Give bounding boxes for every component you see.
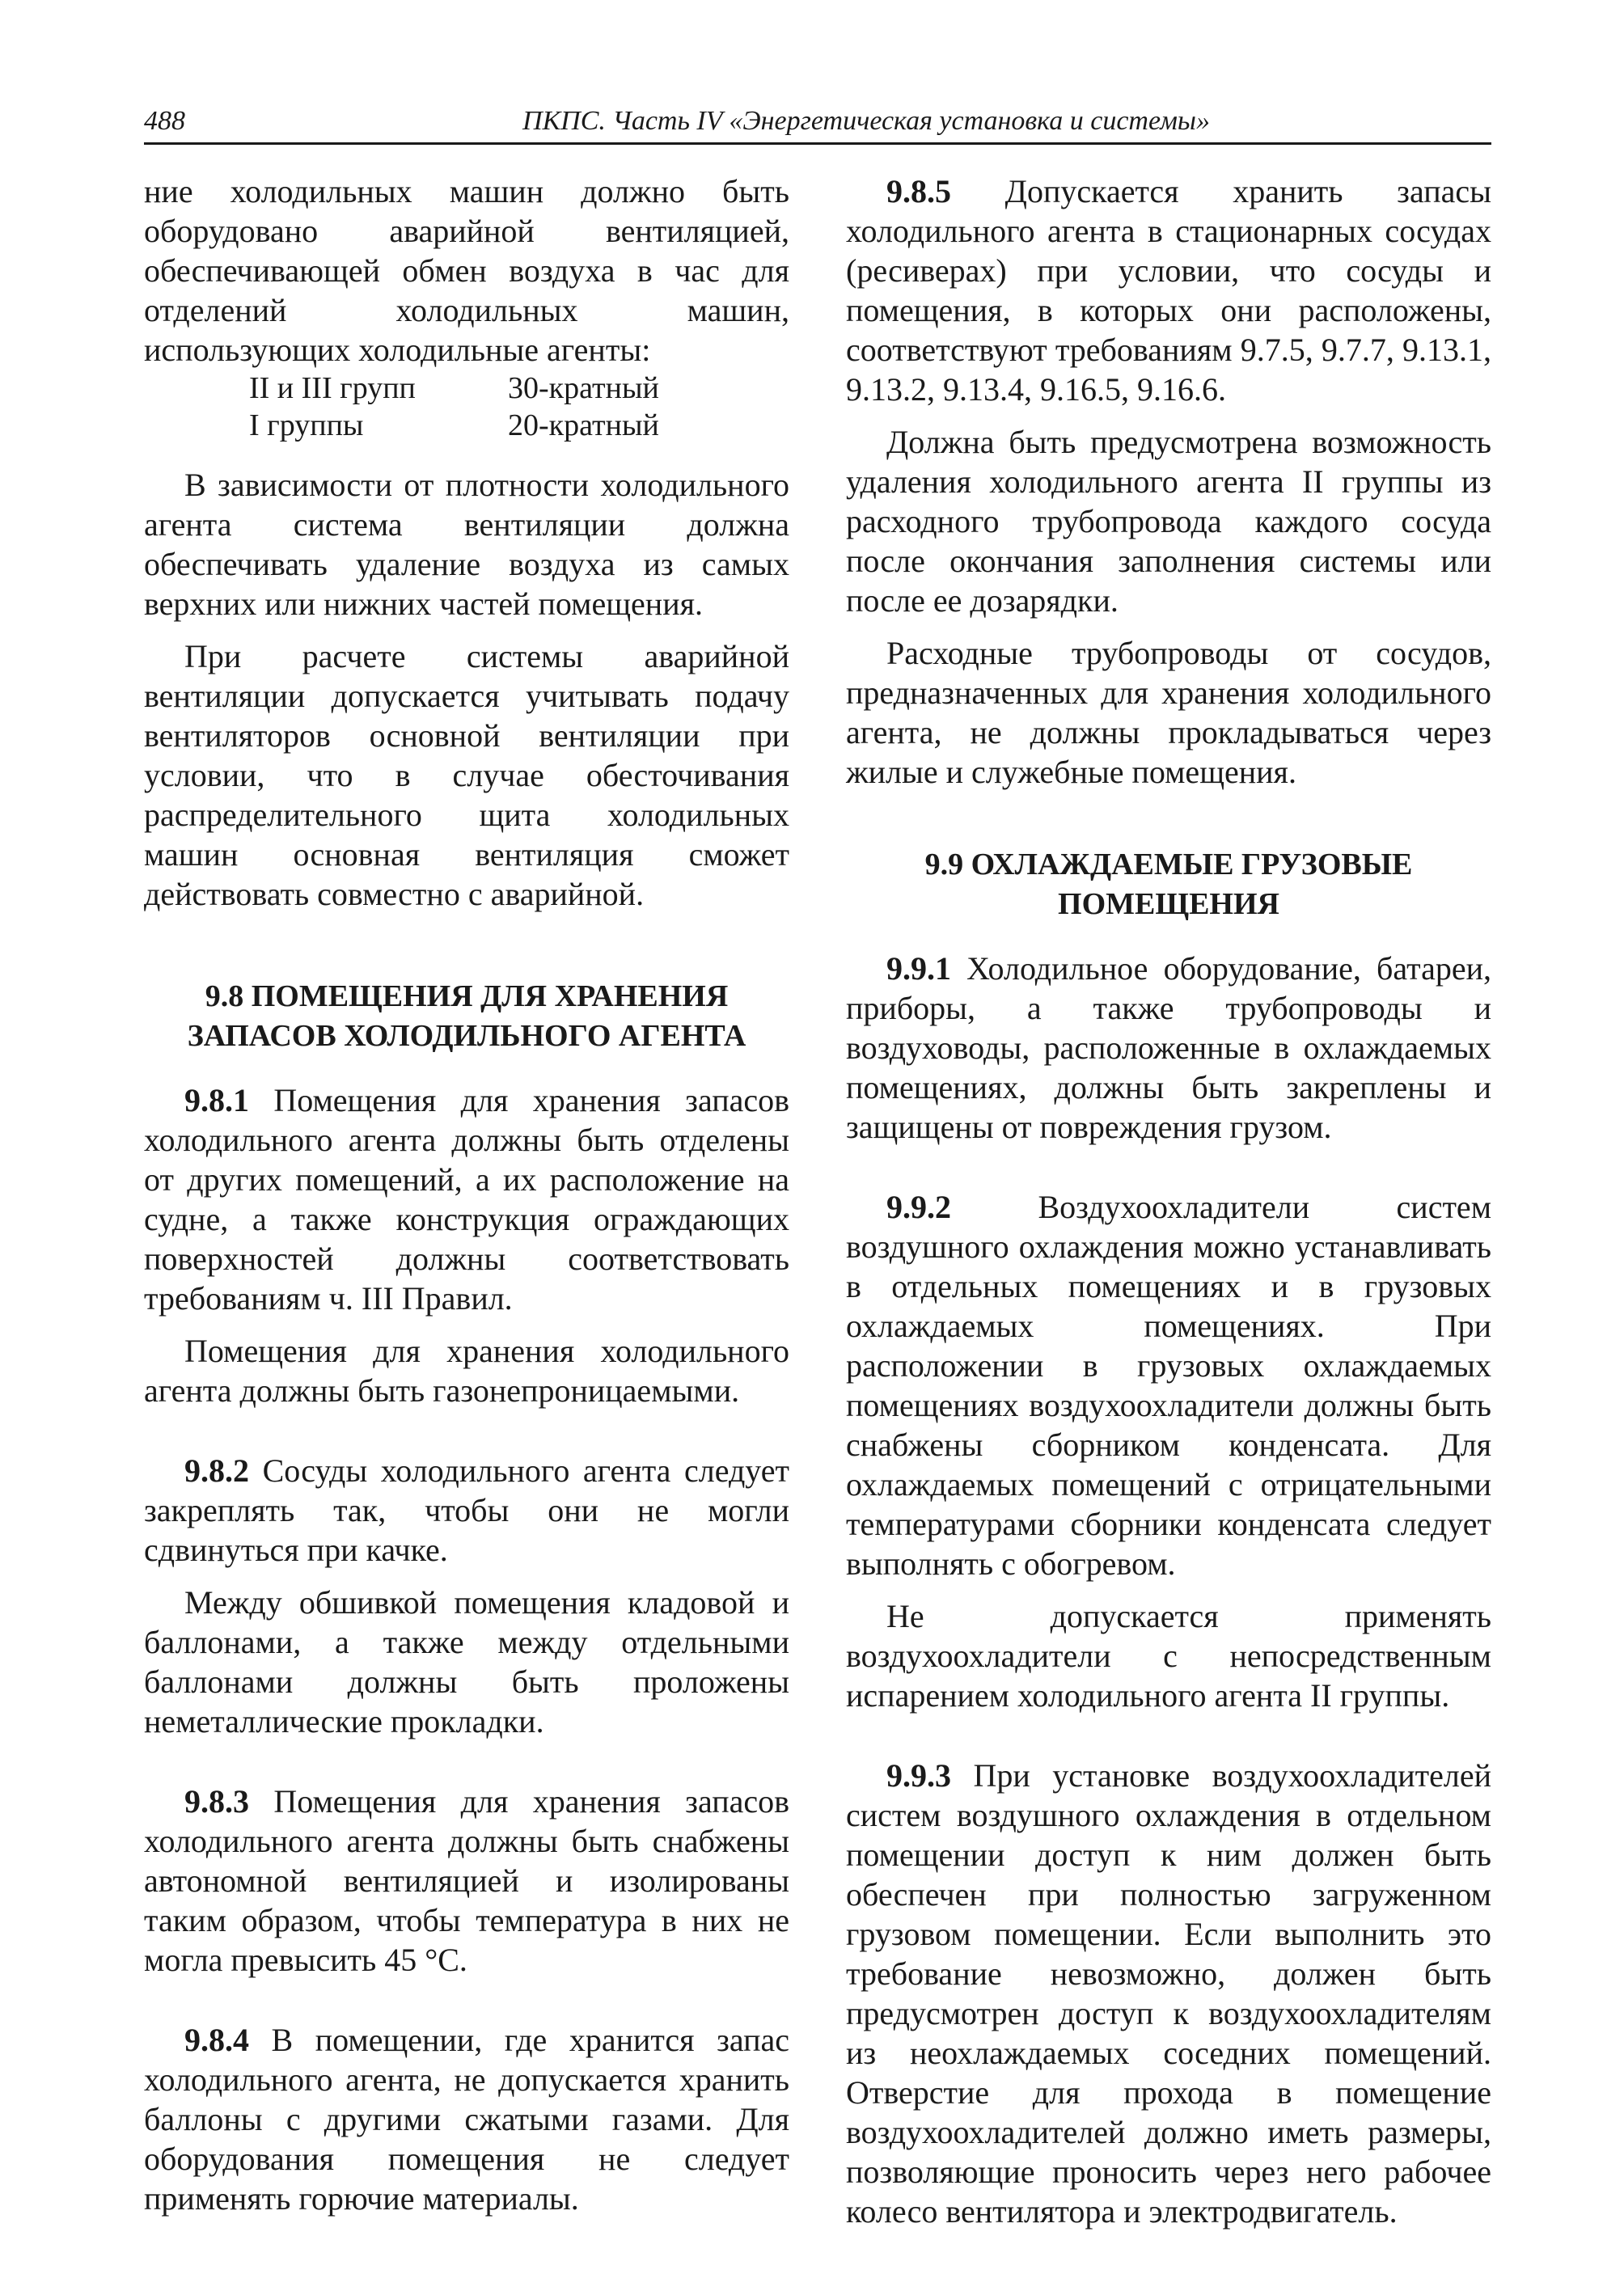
paragraph-continuation: ние холодильных машин должно быть оборудовано аварийной вентиляцией, обеспечивающей обмен воздуха в час для отделений холодильных машин, использующих холодильные агенты: [144, 173, 789, 368]
paragraph: Расходные трубопроводы от сосудов, предназначенных для хранения холодильного агента, не должны прокладываться через жилые и служебные помещения. [846, 635, 1491, 790]
clause-text: Воздухоохладители систем воздушного охлаждения можно устанавливать в отдельных помещениях и в грузовых охлаждаемых помещениях. При расположении в грузовых охлаждаемых помещениях воздухоохладители должны быть снабжены сборником конденсата. Для охлаждаемых помещений с отрицательными температурами сборники конденсата следует выполнять с обогревом. [846, 1189, 1491, 1582]
right-column [846, 171, 1491, 2231]
clause-text: Помещения для хранения запасов холодильного агента должны быть снабжены автономной вентиляцией и изолированы таким образом, чтобы температура в них не могла превысить 45 °С. [144, 1783, 789, 1978]
section-heading-9-8: 9.8 ПОМЕЩЕНИЯ ДЛЯ ХРАНЕНИЯ ЗАПАСОВ ХОЛОДИЛЬНОГО АГЕНТА [187, 979, 746, 1053]
table-cell-group: I группы [249, 408, 364, 442]
clause-9-8-2 [144, 1451, 789, 1570]
clause-9-8-3 [144, 1782, 789, 1980]
clause-number: 9.8.1 [184, 1082, 249, 1118]
clause-text: Допускается хранить запасы холодильного агента в стационарных сосудах (ресиверах) при условии, что сосуды и помещения, в которых они расположены, соответствуют требованиям 9.7.5, 9.7.7, 9.13.1, 9.13.2, 9.13.4, 9.16.5, 9.16.6. [846, 173, 1492, 408]
clause-9-9-1 [846, 949, 1491, 1147]
clause-number: 9.8.4 [184, 2022, 249, 2058]
table-cell-rate: 20-кратный [508, 408, 659, 442]
clause-number: 9.9.1 [886, 950, 951, 987]
clause-text: В помещении, где хранится запас холодильного агента, не допускается хранить баллоны с другими сжатыми газами. Для оборудования помещения не следует применять горючие материалы. [144, 2022, 790, 2217]
left-column [144, 171, 789, 2218]
paragraph: Между обшивкой помещения кладовой и баллонами, а также между отдельными баллонами должны быть проложены неметаллические прокладки. [144, 1584, 789, 1739]
paragraph: Должна быть предусмотрена возможность удаления холодильного агента II группы из расходного трубопровода каждого сосуда после окончания заполнения системы или после ее дозарядки. [846, 424, 1491, 619]
clause-number: 9.8.3 [184, 1783, 249, 1820]
clause-text: Холодильное оборудование, батареи, приборы, а также трубопроводы и воздуховоды, расположенные в охлаждаемых помещениях, должны быть закреплены и защищены от повреждения грузом. [846, 950, 1492, 1145]
clause-9-9-2 [846, 1187, 1491, 1583]
paragraph: Не допускается применять воздухоохладители с непосредственным испарением холодильного агента II группы. [846, 1598, 1491, 1714]
running-title: ПКПС. Часть IV «Энергетическая установка и системы» [522, 106, 1210, 136]
table-cell-rate: 30-кратный [508, 371, 659, 405]
clause-number: 9.8.5 [886, 173, 951, 209]
paragraph: При расчете системы аварийной вентиляции допускается учитывать подачу вентиляторов основной вентиляции при условии, что в случае обесточивания распределительного щита холодильных машин основная вентиляция сможет действовать совместно с аварийной. [144, 638, 789, 912]
running-header [144, 100, 1491, 145]
clause-text: Сосуды холодильного агента следует закреплять так, чтобы они не могли сдвинуться при качке. [144, 1452, 789, 1568]
clause-number: 9.9.3 [886, 1757, 951, 1794]
page-number: 488 [144, 106, 185, 136]
paragraph: В зависимости от плотности холодильного агента система вентиляции должна обеспечивать удаление воздуха из самых верхних или нижних частей помещения. [144, 467, 789, 622]
clause-text: Помещения для хранения запасов холодильного агента должны быть отделены от других помещений, а их расположение на судне, а также конструкция ограждающих поверхностей должны соответствовать требованиям ч. III Правил. [144, 1082, 789, 1317]
clause-9-9-3 [846, 1756, 1491, 2231]
ventilation-rate-table [249, 370, 789, 444]
clause-number: 9.9.2 [886, 1189, 951, 1225]
clause-number: 9.8.2 [184, 1452, 249, 1489]
clause-text: При установке воздухоохладителей систем воздушного охлаждения в отдельном помещении доступ к ним должен быть обеспечен при полностью загруженном грузовом помещении. Если выполнить это требование невозможно, должен быть предусмотрен доступ к воздухоохладителям из неохлаждаемых соседних помещений. Отверстие для прохода в помещение воздухоохладителей должно иметь размеры, позволяющие проносить через него рабочее колесо вентилятора и электродвигатель. [846, 1757, 1492, 2230]
clause-9-8-4 [144, 2020, 789, 2218]
table-cell-group: II и III групп [249, 371, 416, 405]
paragraph: Помещения для хранения холодильного агента должны быть газонепроницаемыми. [144, 1333, 789, 1409]
clause-9-8-1 [144, 1080, 789, 1318]
section-heading-9-9: 9.9 ОХЛАЖДАЕМЫЕ ГРУЗОВЫЕ ПОМЕЩЕНИЯ [924, 848, 1413, 921]
clause-9-8-5 [846, 171, 1491, 409]
